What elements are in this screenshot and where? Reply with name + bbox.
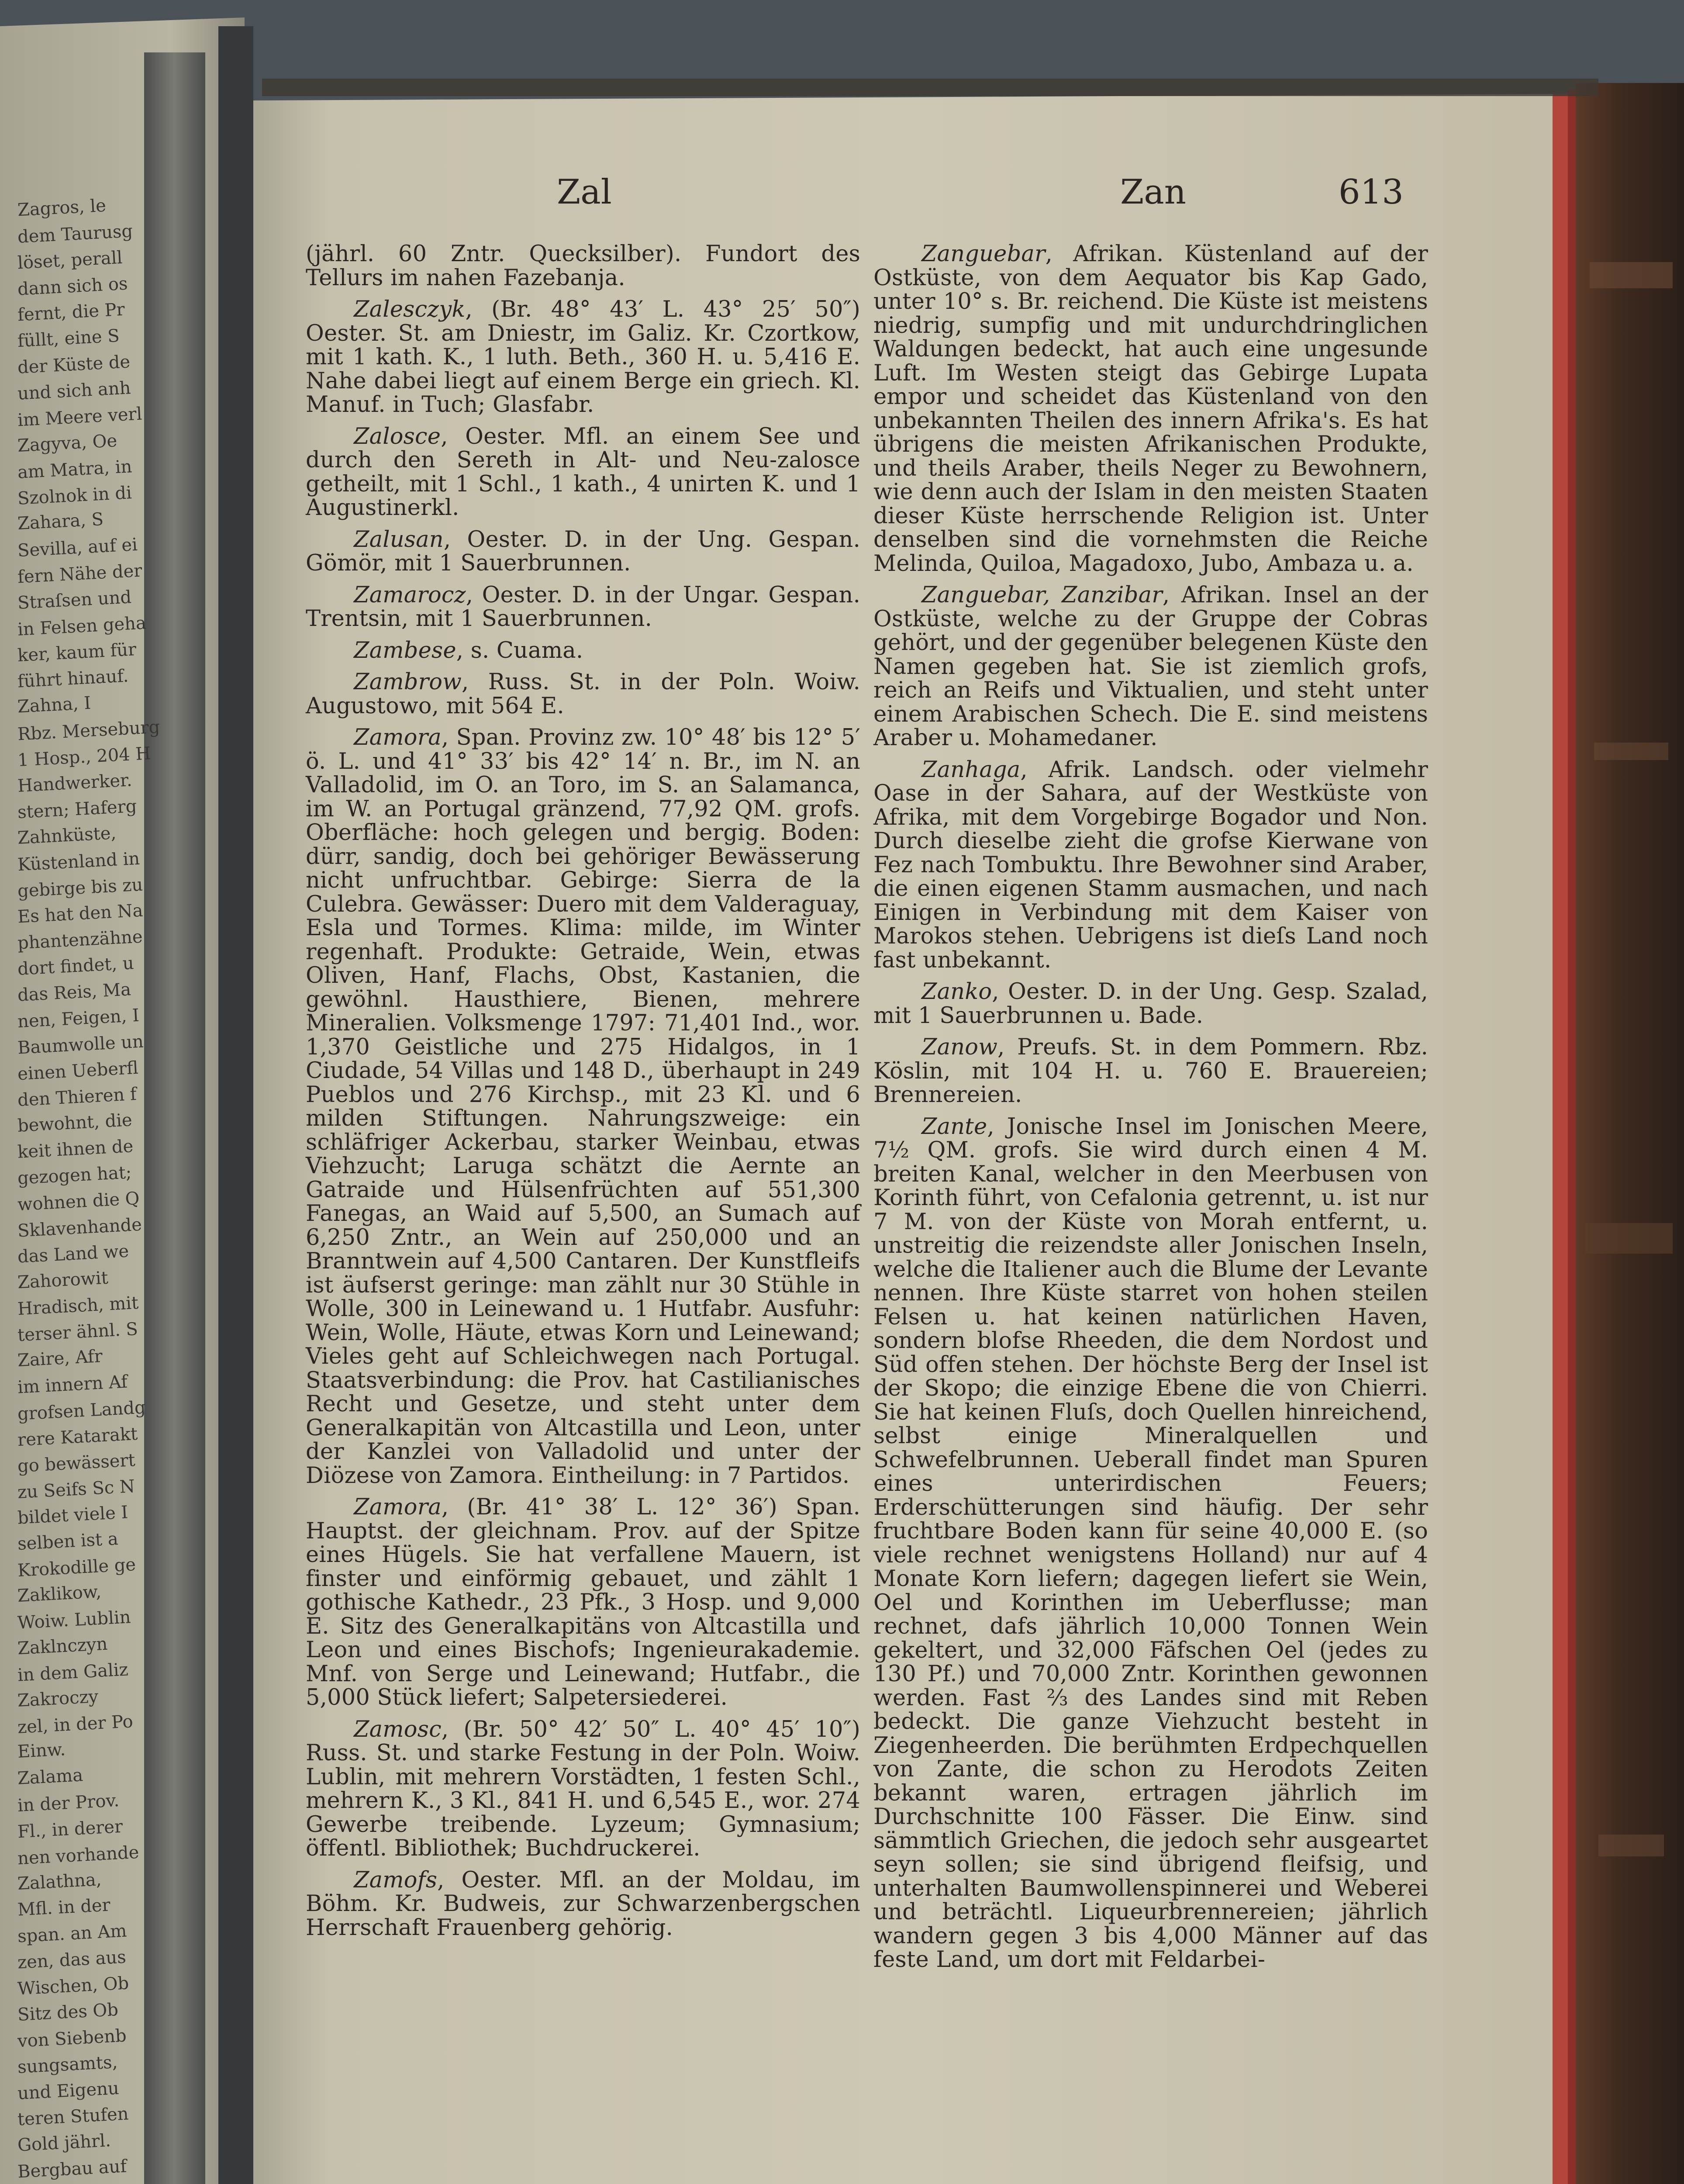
facing-page-line: Rbz. Merseburg (17, 717, 161, 745)
facing-page-line: in der Prov. (17, 1790, 120, 1816)
facing-page-line: Gold jährl. (17, 2130, 111, 2156)
facing-page-line: gezogen hat; (17, 1162, 132, 1189)
entry-headword: Zanhaga (921, 757, 1021, 783)
facing-page-line: bildet viele I (17, 1502, 129, 1529)
entry-text: , Oester. D. in der Ung. Gesp. Szalad, mit 1 Sauerbrunnen u. Bade. (873, 979, 1428, 1029)
entry-text: , Oester. Mfl. an einem See und durch den Sereth in Alt- und Neu-zalosce getheilt, mit 1 Schl., 1 kath., 4 unirten K. und 1 Augustinerkl. (306, 423, 860, 521)
entry-text: , Span. Provinz zw. 10° 48′ bis 12° 5′ ö. L. und 41° 33′ bis 42° 14′ n. Br., im N. an Valladolid, im O. an Toro, im S. an Salamanca, im W. an Portugal gränzend, 77,92 QM. grofs. Oberfläche: hoch gelegen und bergig. Boden: dürr, sandig, doch bei gehöriger Bewässerung nicht unfruchtbar. Gebirge: Sierra de la Culebra. Gewässer: Duero mit dem Valderaguay, Esla und Tormes. Klima: milde, im Winter regenhaft. Produkte: Getraide, Wein, etwas Oliven, Hanf, Flachs, Obst, Kastanien, die gewöhnl. Hausthiere, Bienen, mehrere Mineralien. Volksmenge 1797: 71,401 Ind., wor. 1,370 Geistliche und 275 Hidalgos, in 1 Ciudade, 54 Villas und 148 D., überhaupt in 249 Pueblos und 276 Kirchsp., mit 23 Kl. und 6 milden Stiftungen. Nahrungszweige: ein schläfriger Ackerbau, starker Weinbau, etwas Viehzucht; Laruga schätzt die Aernte an Gatraide und Hülsenfrüchten auf 551,300 Fanegas, an Waid auf 5,500, an Sumach auf 6,250 Zntr., an Wein auf 250,000 und an Branntwein auf 4,500 Cantaren. Der Kunstfleifs ist äufserst geringe: man zählt nur 30 Stühle in Wolle, 300 in Leinewand u. 1 Hutfabr. Ausfuhr: Wein, Wolle, Häute, etwas Korn und Leinewand; Vieles geht auf Schleichwegen nach Portugal. Staatsverbindung: die Prov. hat Castilianisches Recht und Gesetze, und steht unter dem Generalkapitän von Altcastilla und Leon, unter der Kanzlei von Valladolid und unter der Diözese von Zamora. Eintheilung: in 7 Partidos. (306, 725, 860, 1489)
entry-headword: Zante (921, 1113, 987, 1140)
dictionary-entry (873, 1036, 1428, 1107)
facing-page-line: Zagros, le (17, 195, 107, 221)
dictionary-entry (873, 1115, 1428, 1972)
facing-page-line: Zakroczy (17, 1686, 99, 1711)
facing-page-line: der Küste de (17, 352, 131, 378)
entry-headword: Zambrow (354, 669, 462, 695)
entry-headword: Zalusan (354, 526, 444, 553)
facing-page-line: Fl., in derer (17, 1816, 124, 1842)
dictionary-entry (306, 1496, 860, 1710)
facing-page-line: keit ihnen de (17, 1136, 134, 1163)
entry-text: , Afrikan. Küstenland auf der Ostküste, von dem Aequator bis Kap Gado, unter 10° s. Br. reichend. Die Küste ist meistens niedrig, sumpfig und mit undurchdringlichen Waldungen bedeckt, hat auch eine ungesunde Luft. Im Westen steigt das Gebirge Lupata empor und scheidet das Küstenland von den unbekannten Theilen des innern Afrika's. Es hat übrigens die meisten Afrikanischen Produkte, und theils Araber, theils Neger zu Bewohnern, wie denn auch der Islam in den meisten Staaten dieser Küste herrschende Religion ist. Unter denselben sind die vornehmsten die Reiche Melinda, Quiloa, Magadoxo, Jubo, Ambaza u. a. (873, 241, 1428, 577)
facing-page-line: Woiw. Lublin (17, 1607, 131, 1633)
facing-page-line: nen, Feigen, I (17, 1005, 140, 1032)
dictionary-entry (306, 584, 860, 631)
dictionary-entry (306, 298, 860, 417)
facing-page-line: löset, perall (17, 247, 123, 273)
entry-headword: Zamofs (354, 1867, 438, 1893)
facing-page-line: Szolnok in di (17, 482, 132, 509)
entry-text: , Afrik. Landsch. oder vielmehr Oase in der Sahara, auf der Westküste von Afrika, mit dem Vorgebirge Bogador und Non. Durch dieselbe zieht die grofse Kierwane von Fez nach Tombuktu. Ihre Bewohner sind Araber, die einen eigenen Stamm ausmachen, und nach Einigen in Verbindung mit dem Kaiser von Marokos stehen. Uebrigens ist dieſs Land noch fast unbekannt. (873, 757, 1428, 973)
facing-page-fragments (0, 0, 245, 2184)
facing-page-line: am Matra, in (17, 456, 133, 483)
entry-headword: Zalesczyk (354, 297, 466, 322)
facing-page-line: Zaklikow, (17, 1582, 102, 1607)
facing-page-line: Zalathna, (17, 1869, 102, 1894)
facing-page-line: fern Nähe der (17, 560, 143, 587)
facing-page-line: nen vorhande (17, 1842, 140, 1869)
facing-page-line: Wischen, Ob (17, 1973, 130, 1999)
facing-page-line: 1 Hosp., 204 H (17, 743, 152, 771)
facing-page-line: Sevilla, auf ei (17, 535, 138, 561)
facing-page-line: Zahna, I (17, 693, 92, 717)
facing-page-line: Es hat den Na (17, 900, 144, 927)
dictionary-entry (306, 528, 860, 576)
facing-page-line: Zahnküste, (17, 822, 117, 848)
entries-column-left (306, 242, 860, 1948)
facing-page-line: selben ist a (17, 1529, 119, 1555)
entry-text: , Oester. D. in der Ungar. Gespan. Trentsin, mit 1 Sauerbrunnen. (306, 582, 860, 632)
facing-page-line: in Felsen geha (17, 613, 147, 640)
dictionary-entry (306, 639, 860, 663)
facing-page-line: wohnen die Q (17, 1188, 140, 1215)
facing-page-line: terser ähnl. S (17, 1319, 138, 1346)
dictionary-entry (873, 980, 1428, 1028)
facing-page-line: Küstenland in (17, 848, 141, 875)
entry-text: , Russ. St. in der Poln. Woiw. Augustowo, mit 564 E. (306, 669, 860, 719)
entry-headword: Zanguebar (921, 241, 1046, 267)
entry-text: , Oester. Mfl. an der Moldau, im Böhm. Kr. Budweis, zur Schwarzenbergschen Herrschaft Frauenberg gehörig. (306, 1867, 860, 1941)
facing-page-line: führt hinauf. (17, 666, 129, 692)
facing-page-line: Krokodille ge (17, 1555, 137, 1581)
facing-page-line: sungsamts, (17, 2052, 118, 2077)
facing-page-line: und sich anh (17, 378, 131, 404)
facing-page-line: Mfl. in der (17, 1895, 111, 1920)
facing-page-line: teren Stufen (17, 2104, 129, 2130)
facing-page-line: Einw. (17, 1739, 66, 1762)
dictionary-entry (306, 425, 860, 520)
facing-page-line: Zaire, Afr (17, 1346, 103, 1371)
facing-page-line: gebirge bis zu (17, 874, 144, 902)
entry-text: , Afrikan. Insel an der Ostküste, welche zu der Gruppe der Cobras gehört, und der gegenüber belegenen Küste den Namen gegeben hat. Sie ist ziemlich grofs, reich an Reifs und Viktualien, und steht unter einem Arabischen Schech. Die E. sind meistens Araber u. Mohamedaner. (873, 582, 1428, 751)
facing-page-line: Zalama (17, 1765, 84, 1789)
page-number: 613 (1339, 173, 1404, 212)
facing-page-line: zen, das aus (17, 1947, 127, 1973)
entry-text: , Oester. D. in der Ung. Gespan. Gömör, mit 1 Sauerbrunnen. (306, 526, 860, 576)
facing-page-line: Zagyva, Oe (17, 430, 118, 456)
facing-page-line: und Eigenu (17, 2078, 120, 2104)
facing-page-line: grofsen Landg (17, 1397, 146, 1424)
facing-page-line: Zahara, S (17, 509, 104, 534)
entry-headword: Zambese (354, 637, 456, 663)
facing-page-line: fernt, die Pr (17, 300, 125, 325)
facing-page-line: Zaklnczyn (17, 1634, 108, 1659)
dictionary-entry (306, 1718, 860, 1861)
facing-page-line: ker, kaum für (17, 639, 137, 666)
facing-page-line: Sitz des Ob (17, 1999, 119, 2025)
facing-page-line: Sklavenhande (17, 1214, 142, 1241)
facing-page-line: dann sich os (17, 273, 128, 300)
entry-text: , (Br. 41° 38′ L. 12° 36′) Span. Hauptst. der gleichnam. Prov. auf der Spitze eines Hügels. Sie hat verfallene Mauern, ist finster und einförmig gebauet, und zählt 1 gothische Kathedr., 23 Pfk., 3 Hosp. und 9,000 E. Sitz des Generalkapitäns von Altcastilla und Leon und eines Bischofs; Ingenieurakademie. Mnf. von Serge und Leinewand; Hutfabr., die 5,000 Stück liefert; Salpetersiederei. (306, 1494, 860, 1711)
dictionary-entry (873, 584, 1428, 750)
facing-page-line: Zahorowit (17, 1268, 109, 1292)
facing-page-line: das Land we (17, 1241, 130, 1267)
dictionary-entry (873, 242, 1428, 576)
facing-page-line: das Reis, Ma (17, 979, 132, 1006)
entry-text: (jährl. 60 Zntr. Quecksilber). Fundort des Tellurs im nahen Fazebanja. (306, 241, 860, 291)
facing-page-line: phantenzähne (17, 926, 143, 954)
entry-headword: Zamosc (354, 1716, 442, 1742)
entry-headword: Zamora (354, 1494, 442, 1520)
dictionary-entry (306, 670, 860, 718)
entry-headword: Zanow (921, 1034, 998, 1060)
entry-headword: Zanguebar, Zanzibar (921, 582, 1163, 608)
entries-column-right (873, 242, 1428, 1980)
facing-page-line: span. an Am (17, 1921, 128, 1947)
entry-headword: Zamora (354, 725, 442, 750)
facing-page-line: einen Ueberfl (17, 1057, 139, 1084)
dictionary-entry (873, 758, 1428, 973)
entry-text: , s. Cuama. (456, 637, 583, 663)
facing-page-line: Hradisch, mit (17, 1293, 139, 1320)
running-head-right: Zan (1120, 173, 1186, 212)
facing-page-line: stern; Haferg (17, 796, 138, 823)
facing-page-line: Bergbau auf (17, 2156, 128, 2182)
facing-page-line: im innern Af (17, 1372, 128, 1398)
entry-text: , (Br. 48° 43′ L. 43° 25′ 50″) Oester. St. am Dniestr, im Galiz. Kr. Czortkow, mit 1 kath. K., 1 luth. Beth., 360 H. u. 5,416 E. Nahe dabei liegt auf einem Berge ein griech. Kl. Manuf. in Tuch; Glasfabr. (306, 297, 860, 418)
facing-page-line: Straſsen und (17, 587, 132, 613)
facing-page-line: dort findet, u (17, 953, 135, 980)
entry-headword: Zamarocz (354, 582, 466, 608)
facing-page-line: den Thieren f (17, 1084, 137, 1110)
entry-text: , Preufs. St. in dem Pommern. Rbz. Köslin, mit 104 H. u. 760 E. Brauereien; Brennereien. (873, 1034, 1428, 1108)
entry-headword: Zalosce (354, 423, 441, 449)
facing-page-line: go bewässert (17, 1450, 136, 1476)
facing-page-line: im Meere verl (17, 404, 143, 431)
entry-text: , (Br. 50° 42′ 50″ L. 40° 45′ 10″) Russ. St. und starke Festung in der Poln. Woiw. Lublin, mit mehrern Vorstädten, 1 festen Schl., mehrern K., 3 Kl., 841 H. und 6,545 E., wor. 274 Gewerbe treibende. Lyzeum; Gymnasium; öffentl. Bibliothek; Buchdruckerei. (306, 1716, 860, 1861)
facing-page-line: dem Taurusg (17, 221, 134, 247)
facing-page-line: in dem Galiz (17, 1659, 129, 1686)
facing-page-line: Baumwolle un (17, 1031, 144, 1058)
facing-page-line: zel, in der Po (17, 1711, 134, 1738)
facing-page-line: füllt, eine S (17, 326, 120, 352)
running-head-left: Zal (557, 173, 612, 212)
entry-headword: Zanko (921, 979, 992, 1005)
entry-text: , Jonische Insel im Jonischen Meere, 7½ QM. grofs. Sie wird durch einen 4 M. breiten Kanal, welcher in den Meerbusen von Korinth führt, von Cefalonia getrennt, u. ist nur 7 M. von der Küste von Morah entfernt, u. unstreitig die reizendste aller Jonischen Inseln, welche die Italiener auch die Blume der Levante nennen. Ihre Küste starret von hohen steilen Felsen u. hat keinen natürlichen Haven, sondern blofse Rheeden, die dem Nordost und Süd offen stehen. Der höchste Berg der Insel ist der Skopo; die einzige Ebene die von Chierri. Sie hat keinen Fluſs, doch Quellen hinreichend, selbst einige Mineralquellen und Schwefelbrunnen. Ueberall findet man Spuren eines unterirdischen Feuers; Erderschütterungen sind häufig. Der sehr fruchtbare Boden kann für seine 40,000 E. (so viele rechnet wenigstens Holland) nur auf 4 Monate Korn liefern; dagegen liefert sie Wein, Oel und Korinthen im Ueberflusse; man rechnet, dafs jährlich 10,000 Tonnen Wein gekeltert, und 32,000 Fäfschen Oel (jedes zu 130 Pf.) und 70,000 Zntr. Korinthen gewonnen werden. Fast ⅔ des Landes sind mit Reben bedeckt. Die ganze Viehzucht besteht in Ziegenheerden. Die berühmten Erdpechquellen von Zante, die schon zu Herodots Zeiten bekannt waren, ertragen jährlich im Durchschnitte 100 Fässer. Die Einw. sind sämmtlich Griechen, die jedoch sehr ausgeartet seyn sollen; sie sind übrigend fleifsig, und unterhalten Baumwollenspinnerei und Weberei und beträchtl. Liqueurbrennereien; jährlich wandern gegen 3 bis 4,000 Männer auf das feste Land, um dort mit Feldarbei- (873, 1113, 1428, 1973)
facing-page-line: zu Seifs Sc N (17, 1476, 136, 1503)
dictionary-entry (306, 242, 860, 290)
dictionary-entry (306, 726, 860, 1488)
facing-page-line: bewohnt, die (17, 1110, 133, 1137)
dictionary-entry (306, 1869, 860, 1940)
facing-page-line: Handwerker. (17, 770, 133, 796)
facing-page-line: rere Katarakt (17, 1424, 138, 1450)
facing-page-line: von Siebenb (17, 2025, 127, 2052)
